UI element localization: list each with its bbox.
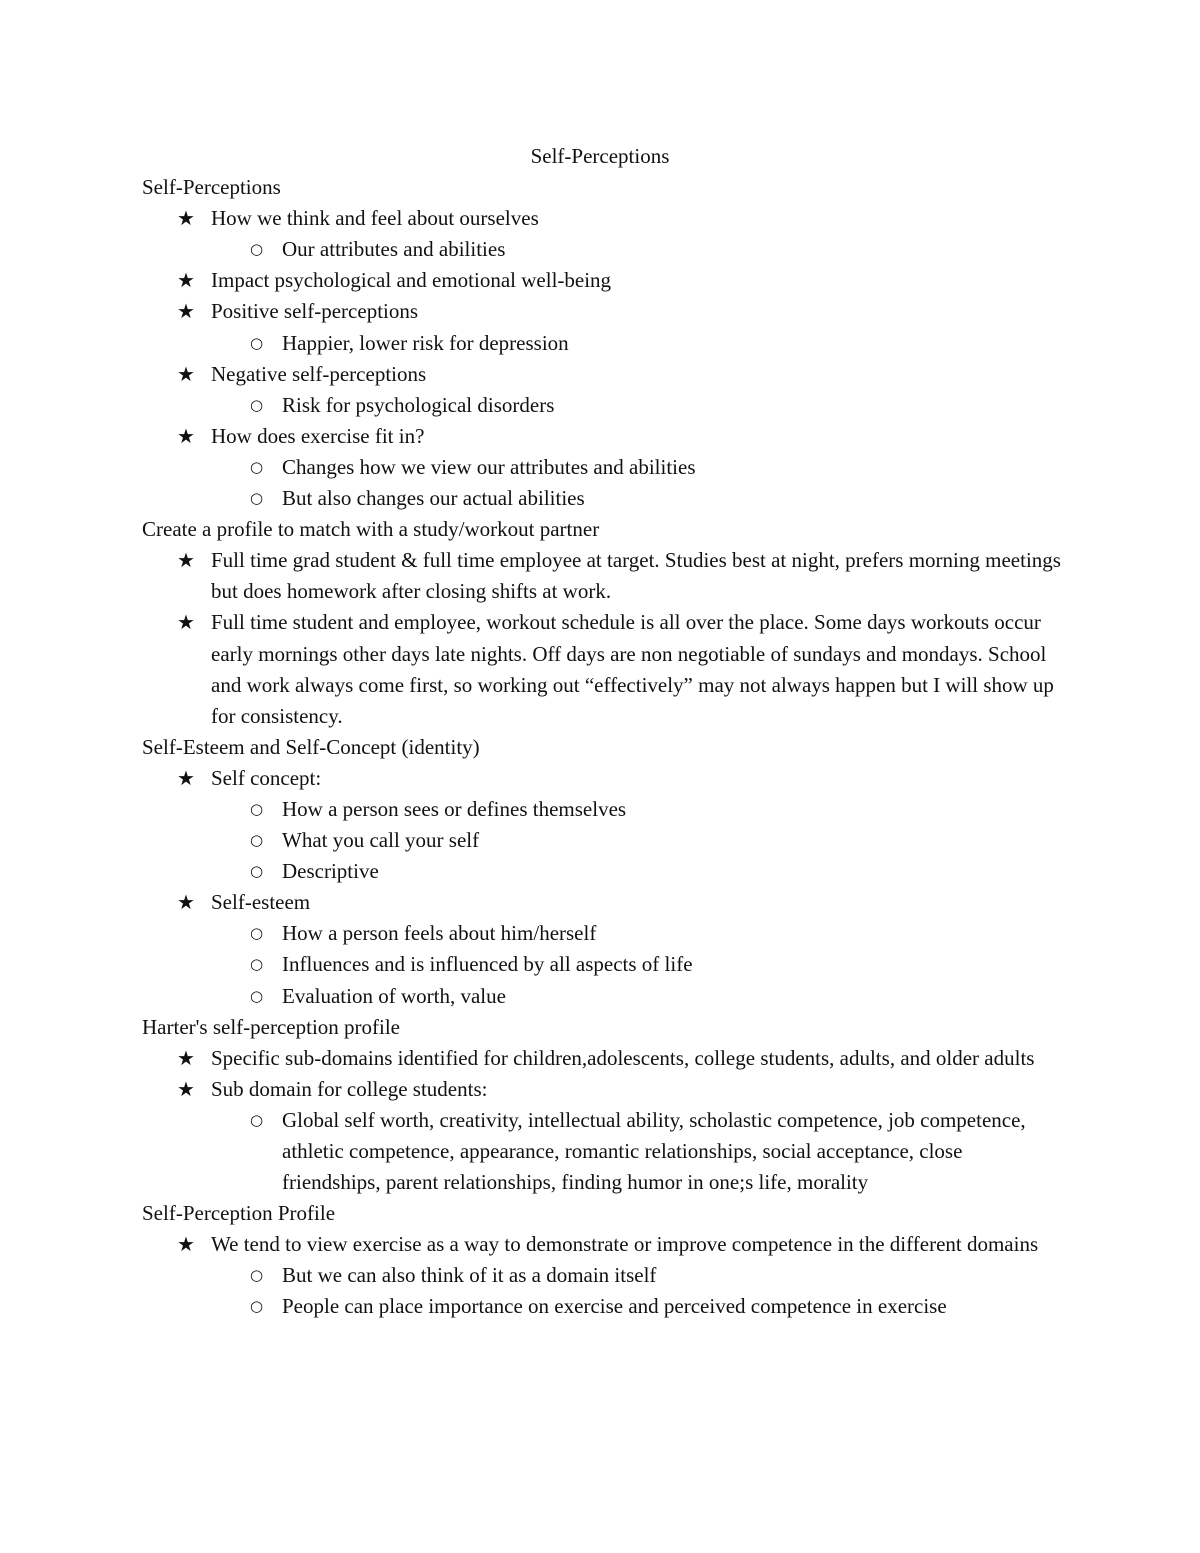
circle-bullet-icon: ○ <box>250 333 264 352</box>
star-bullet-icon: ★ <box>177 765 195 790</box>
list-item-text: How does exercise fit in? <box>211 423 425 448</box>
circle-bullet-icon: ○ <box>250 986 264 1005</box>
star-bullet-icon: ★ <box>177 610 195 635</box>
list-item <box>142 421 1062 452</box>
list-item <box>142 607 1062 731</box>
list-item <box>142 359 1062 390</box>
list-item <box>142 545 1062 607</box>
sub-list-item-text: But we can also think of it as a domain itself <box>282 1263 657 1288</box>
star-bullet-icon: ★ <box>177 890 195 915</box>
sub-list-item-text: Changes how we view our attributes and abilities <box>282 454 696 479</box>
circle-bullet-icon: ○ <box>250 924 264 943</box>
sub-list-item-text: What you call your self <box>282 828 480 853</box>
circle-bullet-icon: ○ <box>250 240 264 259</box>
sub-list-item-text: How a person sees or defines themselves <box>282 796 627 821</box>
star-bullet-icon: ★ <box>177 299 195 324</box>
list-item <box>142 763 1062 794</box>
sub-list-item-text: Happier, lower risk for depression <box>282 330 569 355</box>
sub-list-item-text: Risk for psychological disorders <box>282 392 555 417</box>
list-item <box>142 296 1062 327</box>
star-bullet-icon: ★ <box>177 423 195 448</box>
list-item-text: Impact psychological and emotional well-being <box>211 268 612 293</box>
circle-bullet-icon: ○ <box>250 1110 264 1129</box>
section-heading: Harter's self-perception profile <box>142 1014 400 1039</box>
list-item-text: We tend to view exercise as a way to demonstrate or improve competence in the different domains <box>211 1232 1039 1257</box>
sub-list-item-text: Evaluation of worth, value <box>282 983 506 1008</box>
circle-bullet-icon: ○ <box>250 1297 264 1316</box>
section-heading: Self-Esteem and Self-Concept (identity) <box>142 734 480 759</box>
sub-list-item <box>142 981 1062 1012</box>
star-bullet-icon: ★ <box>177 1232 195 1257</box>
sub-list-item <box>142 949 1062 980</box>
circle-bullet-icon: ○ <box>250 457 264 476</box>
list-item-text: How we think and feel about ourselves <box>211 206 539 231</box>
list-item-text: Positive self-perceptions <box>211 299 419 324</box>
circle-bullet-icon: ○ <box>250 1266 264 1285</box>
star-bullet-icon: ★ <box>177 1045 195 1070</box>
list-item-text: Negative self-perceptions <box>211 361 427 386</box>
list-item-text: Self-esteem <box>211 890 311 915</box>
circle-bullet-icon: ○ <box>250 395 264 414</box>
star-bullet-icon: ★ <box>177 268 195 293</box>
star-bullet-icon: ★ <box>177 361 195 386</box>
sub-list-item <box>142 856 1062 887</box>
sub-list-item-text: Influences and is influenced by all aspects of life <box>282 952 693 977</box>
list-item <box>142 203 1062 234</box>
document-body <box>142 172 1062 1322</box>
star-bullet-icon: ★ <box>177 548 195 573</box>
sub-list-item-text: Global self worth, creativity, intellectual ability, scholastic competence, job competence, athletic competence, appearance, romantic relationships, social acceptance, close friendships, parent relationships, finding humor in one;s life, morality <box>282 1107 1026 1195</box>
list-item-text: Specific sub-domains identified for children,adolescents, college students, adults, and older adults <box>211 1045 1035 1070</box>
document-title: Self-Perceptions <box>530 144 670 168</box>
sub-list-item <box>142 1260 1062 1291</box>
circle-bullet-icon: ○ <box>250 831 264 850</box>
sub-list-item-text: People can place importance on exercise and perceived competence in exercise <box>282 1294 947 1319</box>
sub-list-item <box>142 918 1062 949</box>
list-item <box>142 265 1062 296</box>
sub-list-item <box>142 328 1062 359</box>
section-heading: Self-Perception Profile <box>142 1201 336 1226</box>
section-heading: Create a profile to match with a study/workout partner <box>142 517 600 542</box>
list-item <box>142 1074 1062 1105</box>
section-heading: Self-Perceptions <box>142 175 281 200</box>
star-bullet-icon: ★ <box>177 206 195 231</box>
circle-bullet-icon: ○ <box>250 799 264 818</box>
sub-list-item <box>142 825 1062 856</box>
sub-list-item <box>142 1105 1062 1198</box>
sub-list-item <box>142 234 1062 265</box>
list-item <box>142 1229 1062 1260</box>
circle-bullet-icon: ○ <box>250 862 264 881</box>
list-item-text: Self concept: <box>211 765 322 790</box>
list-item-text: Full time student and employee, workout schedule is all over the place. Some days workouts occur early mornings other days late nights. Off days are non negotiable of sundays and mondays. School and work always come first, so working out “effectively” may not always happen but I will show up for consistency. <box>211 610 1054 728</box>
star-bullet-icon: ★ <box>177 1076 195 1101</box>
sub-list-item <box>142 794 1062 825</box>
sub-list-item-text: Our attributes and abilities <box>282 237 506 262</box>
sub-list-item-text: Descriptive <box>282 859 379 884</box>
circle-bullet-icon: ○ <box>250 955 264 974</box>
sub-list-item <box>142 1291 1062 1322</box>
list-item <box>142 887 1062 918</box>
document-page <box>142 141 1062 1323</box>
sub-list-item <box>142 452 1062 483</box>
list-item-text: Full time grad student & full time employee at target. Studies best at night, prefers morning meetings but does homework after closing shifts at work. <box>211 548 1061 604</box>
list-item-text: Sub domain for college students: <box>211 1076 488 1101</box>
sub-list-item <box>142 390 1062 421</box>
sub-list-item <box>142 483 1062 514</box>
sub-list-item-text: How a person feels about him/herself <box>282 921 597 946</box>
sub-list-item-text: But also changes our actual abilities <box>282 486 585 511</box>
list-item <box>142 1043 1062 1074</box>
circle-bullet-icon: ○ <box>250 489 264 508</box>
